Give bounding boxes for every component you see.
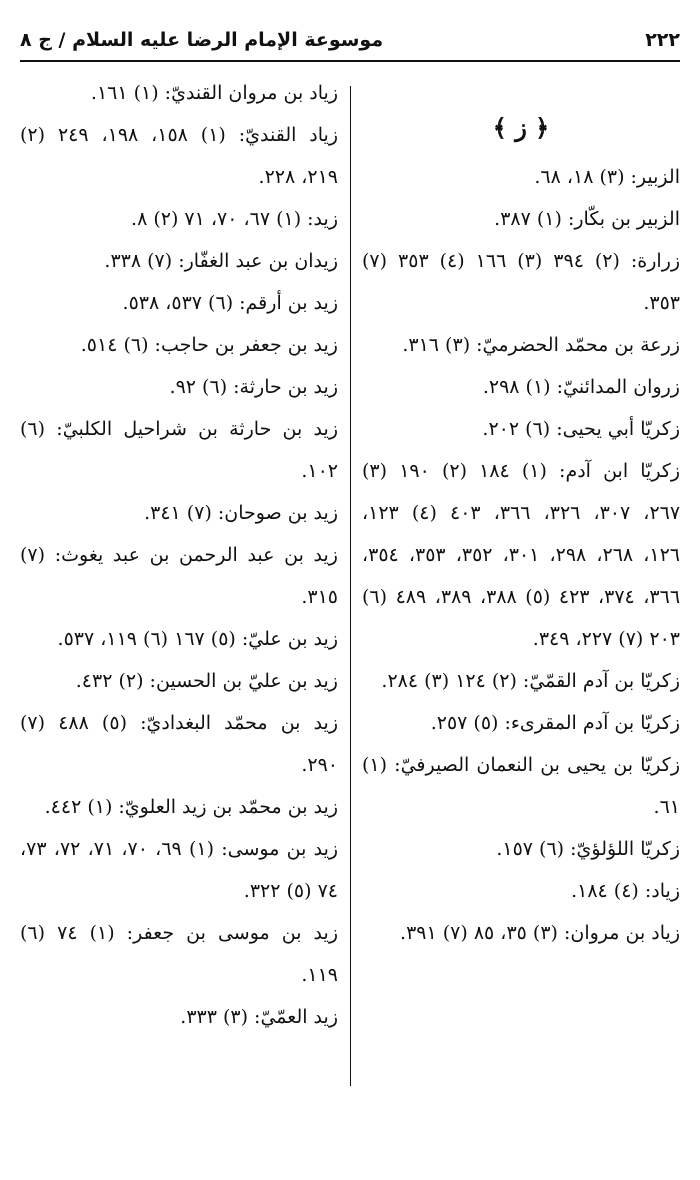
index-entry: زيد العمّيّ: (٣) ٣٣٣. [180, 1006, 338, 1028]
index-entry: زيد بن موسى: (١) ٦٩، ٧٠، ٧١، ٧٢، ٧٣، ٧٤ (٥) ٣٢٢. [20, 838, 339, 902]
column-divider [350, 86, 351, 1086]
index-entry: زكريّا أبي يحيى: (٦) ٢٠٢. [482, 418, 680, 440]
index-entry: زيد: (١) ٦٧، ٧٠، ٧١ (٢) ٨. [131, 208, 338, 230]
index-entry: زيد بن محمّد بن زيد العلويّ: (١) ٤٤٢. [44, 796, 338, 818]
index-entry: زكريّا بن آدم المقرىء: (٥) ٢٥٧. [430, 712, 680, 734]
index-entry: زرارة: (٢) ٣٩٤ (٣) ١٦٦ (٤) ٣٥٣ (٧) ٣٥٣. [362, 250, 681, 314]
index-entry: زكريّا اللؤلؤيّ: (٦) ١٥٧. [496, 838, 680, 860]
index-entry: زيدان بن عبد الغفّار: (٧) ٣٣٨. [104, 250, 338, 272]
index-entry: زياد بن مروان القنديّ: (١) ١٦١. [90, 82, 338, 104]
running-title: موسوعة الإمام الرضا عليه السلام / ج ٨ [20, 29, 384, 51]
index-entry: زيد بن حارثة بن شراحيل الكلبيّ: (٦) ١٠٢. [20, 418, 338, 482]
index-entry: زرعة بن محمّد الحضرميّ: (٣) ٣١٦. [402, 334, 680, 356]
section-heading-zay: ﴿ ز ﴾ [492, 113, 550, 142]
index-entry: زيد بن صوحان: (٧) ٣٤١. [144, 502, 338, 524]
index-entry: زيد بن أرقم: (٦) ٥٣٧، ٥٣٨. [122, 292, 338, 314]
index-entry: زيد بن عليّ بن الحسين: (٢) ٤٣٢. [75, 670, 338, 692]
index-entry: الزبير: (٣) ١٨، ٦٨. [534, 166, 680, 188]
index-entry: الزبير بن بكّار: (١) ٣٨٧. [494, 208, 680, 230]
page [20, 0, 680, 1180]
index-entry: زيد بن حارثة: (٦) ٩٢. [169, 376, 338, 398]
index-entry: زيد بن موسى بن جعفر: (١) ٧٤ (٦) ١١٩. [20, 922, 338, 986]
index-entry: زياد: (٤) ١٨٤. [571, 880, 680, 902]
index-entry: زياد القنديّ: (١) ١٥٨، ١٩٨، ٢٤٩ (٢) ٢١٩، ٢٢٨. [20, 124, 338, 188]
left-column [20, 72, 338, 1038]
index-entry: زروان المدائنيّ: (١) ٢٩٨. [482, 376, 680, 398]
index-entry: زكريّا بن آدم القمّيّ: (٢) ١٢٤ (٣) ٢٨٤. [381, 670, 680, 692]
index-columns [20, 72, 680, 1092]
index-entry: زيد بن محمّد البغداديّ: (٥) ٤٨٨ (٧) ٢٩٠. [20, 712, 339, 776]
index-entry: زياد بن مروان: (٣) ٣٥، ٨٥ (٧) ٣٩١. [400, 922, 680, 944]
index-entry: زكريّا ابن آدم: (١) ١٨٤ (٢) ١٩٠ (٣) ٢٦٧، ٣٠٧، ٣٢٦، ٣٦٦، ٤٠٣ (٤) ١٢٣، ١٢٦، ٢٦٨، ٢٩٨، ٣٠١، ٣٥٢، ٣٥٣، ٣٥٤، ٣٦٦، ٣٧٤، ٤٢٣ (٥) ٣٨٨، ٣٨٩، ٤٨٩ (٦) ٢٠٣ (٧) ٢٢٧، ٣٤٩. [362, 460, 681, 650]
header-rule [20, 60, 680, 62]
index-entry: زيد بن عليّ: (٥) ١٦٧ (٦) ١١٩، ٥٣٧. [57, 628, 338, 650]
page-number: ٢٢٢ [645, 29, 680, 51]
index-entry: زيد بن جعفر بن حاجب: (٦) ٥١٤. [80, 334, 338, 356]
index-entry: زيد بن عبد الرحمن بن عبد يغوث: (٧) ٣١٥. [20, 544, 338, 608]
index-entry: زكريّا بن يحيى بن النعمان الصيرفيّ: (١) ٦١. [362, 754, 680, 818]
page-header [20, 22, 680, 58]
right-column [362, 72, 680, 954]
